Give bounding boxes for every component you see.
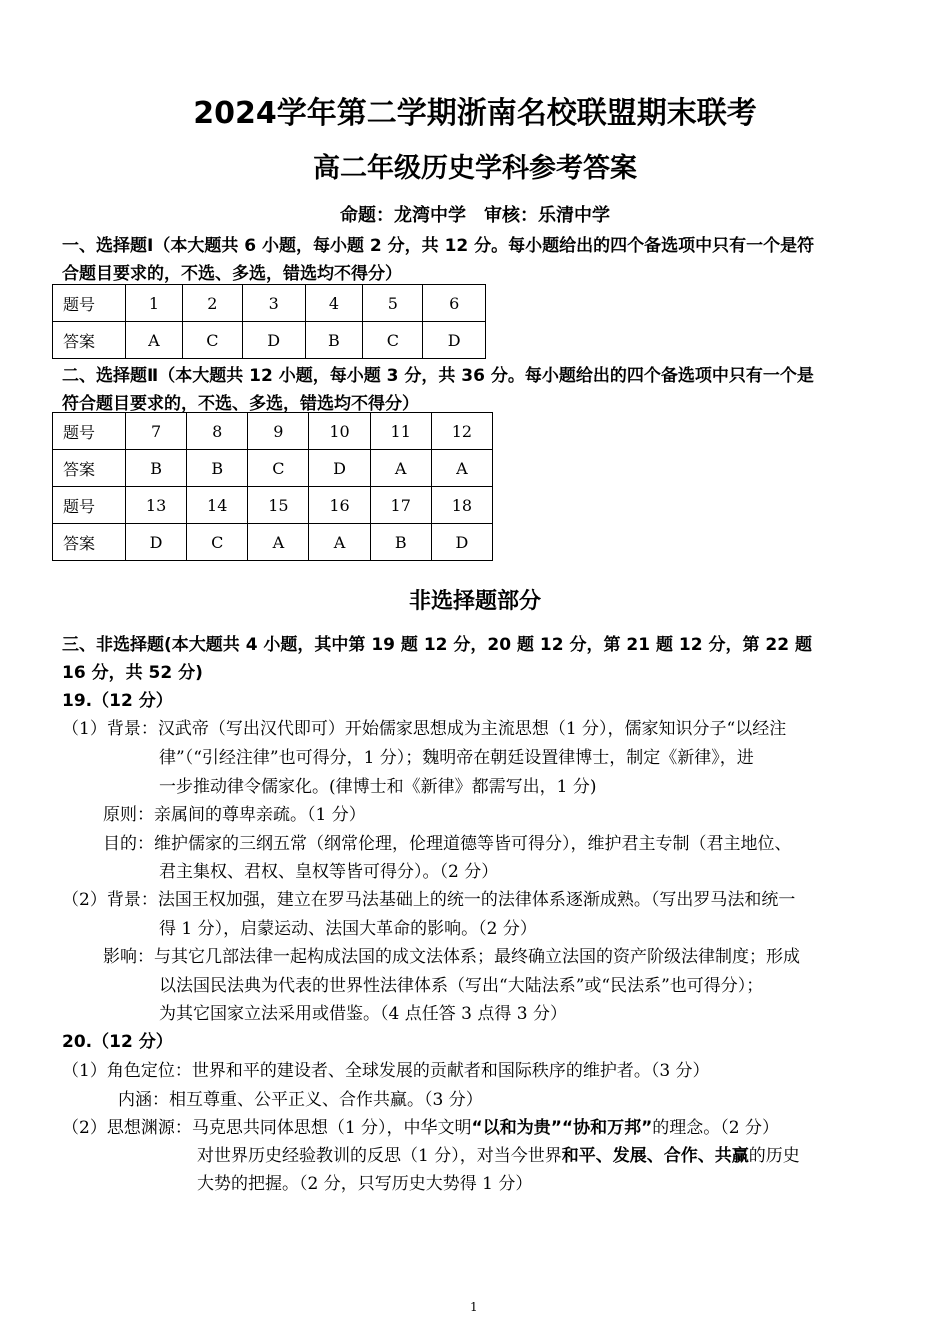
table-row <box>53 487 493 524</box>
text-span: 的历史 <box>748 1146 800 1166</box>
q19-part2-line2: 得 1 分），启蒙运动、法国大革命的影响。（2 分） <box>159 919 537 939</box>
table-cell: A <box>248 524 309 561</box>
table-row <box>53 450 493 487</box>
table-cell: D <box>242 322 305 359</box>
table-cell: A <box>126 322 183 359</box>
table-cell: A <box>309 524 370 561</box>
page-subtitle: 高二年级历史学科参考答案 <box>313 153 637 184</box>
table-cell: D <box>126 524 187 561</box>
emphasis-text: “以和为贵”“协和万邦” <box>471 1118 653 1138</box>
table-row <box>53 413 493 450</box>
row-label: 题号 <box>53 285 126 322</box>
table-cell: D <box>309 450 370 487</box>
table-cell: A <box>431 450 492 487</box>
section2-header-line2: 符合题目要求的，不选、多选，错选均不得分） <box>62 394 419 414</box>
table-cell: 13 <box>126 487 187 524</box>
q19-principle: 原则：亲属间的尊卑亲疏。（1 分） <box>103 805 366 825</box>
row-label: 答案 <box>53 322 126 359</box>
table-cell: 8 <box>187 413 248 450</box>
nonchoice-title: 非选择题部分 <box>408 589 541 614</box>
table-cell: 4 <box>305 285 363 322</box>
table-cell: 11 <box>370 413 431 450</box>
table-cell: 17 <box>370 487 431 524</box>
q20-role: （1）角色定位：世界和平的建设者、全球发展的贡献者和国际秩序的维护者。（3 分） <box>62 1061 710 1081</box>
table-cell: 10 <box>309 413 370 450</box>
q19-purpose-line1: 目的：维护儒家的三纲五常（纲常伦理，伦理道德等皆可得分），维护君主专制（君主地位、 <box>103 834 792 854</box>
table-cell: 12 <box>431 413 492 450</box>
section1-header-line1: 一、选择题Ⅰ（本大题共 6 小题，每小题 2 分，共 12 分。每小题给出的四个备选项中只有一个是符 <box>62 236 815 256</box>
table-cell: 16 <box>309 487 370 524</box>
table-row <box>53 285 486 322</box>
q19-part1-line3: 一步推动律令儒家化。(律博士和《新律》都需写出，1 分) <box>159 777 597 797</box>
table-cell: C <box>187 524 248 561</box>
table-cell: 7 <box>126 413 187 450</box>
table-cell: C <box>182 322 242 359</box>
q20-origin-line1 <box>62 1113 779 1138</box>
table-cell: 5 <box>363 285 423 322</box>
table-cell: D <box>423 322 486 359</box>
emphasis-text: 和平、发展、合作、共赢 <box>561 1146 749 1166</box>
q19-impact-line1: 影响：与其它几部法律一起构成法国的成文法体系；最终确立法国的资产阶级法律制度；形成 <box>103 947 800 967</box>
table-cell: 2 <box>182 285 242 322</box>
section2-header-line1: 二、选择题Ⅱ（本大题共 12 小题，每小题 3 分，共 36 分。每小题给出的四个备选项中只有一个是 <box>62 366 814 386</box>
table-cell: 14 <box>187 487 248 524</box>
table-cell: B <box>187 450 248 487</box>
page-number: 1 <box>470 1300 478 1314</box>
table-cell: B <box>305 322 363 359</box>
table-cell: 3 <box>242 285 305 322</box>
section3-header-line1: 三、非选择题(本大题共 4 小题，其中第 19 题 12 分，20 题 12 分，第 21 题 12 分，第 22 题 <box>62 635 812 655</box>
table-row <box>53 524 493 561</box>
table-cell: D <box>431 524 492 561</box>
q19-part1-line2: 律”（“引经注律”也可得分，1 分）；魏明帝在朝廷设置律博士，制定《新律》，进 <box>159 748 754 768</box>
table-cell: 1 <box>126 285 183 322</box>
text-span: （2）思想渊源：马克思共同体思想（1 分），中华文明 <box>62 1118 472 1138</box>
section1-header-line2: 合题目要求的，不选、多选，错选均不得分） <box>62 264 402 284</box>
section3-header-line2: 16 分，共 52 分) <box>62 663 203 683</box>
table-cell: 6 <box>423 285 486 322</box>
q19-title: 19.（12 分） <box>62 691 173 711</box>
q20-origin-line3: 大势的把握。（2 分，只写历史大势得 1 分） <box>197 1174 533 1194</box>
page-title: 2024学年第二学期浙南名校联盟期末联考 <box>193 96 757 131</box>
table-cell: 9 <box>248 413 309 450</box>
q19-purpose-line2: 君主集权、君权、皇权等皆可得分）。（2 分） <box>159 862 499 882</box>
table-cell: 18 <box>431 487 492 524</box>
table-cell: B <box>126 450 187 487</box>
answer-table-2 <box>52 412 493 561</box>
table-cell: C <box>363 322 423 359</box>
q20-title: 20.（12 分） <box>62 1032 173 1052</box>
q20-origin-line2 <box>197 1141 800 1166</box>
text-span: 的理念。（2 分） <box>652 1118 779 1138</box>
table-cell: C <box>248 450 309 487</box>
text-span: 对世界历史经验教训的反思（1 分），对当今世界 <box>197 1146 562 1166</box>
table-cell: A <box>370 450 431 487</box>
row-label: 答案 <box>53 450 126 487</box>
authors-line: 命题：龙湾中学 审核：乐清中学 <box>340 205 610 226</box>
row-label: 题号 <box>53 487 126 524</box>
answer-table-1 <box>52 284 486 359</box>
q19-impact-line3: 为其它国家立法采用或借鉴。（4 点任答 3 点得 3 分） <box>159 1004 567 1024</box>
table-cell: 15 <box>248 487 309 524</box>
row-label: 答案 <box>53 524 126 561</box>
q20-connotation: 内涵：相互尊重、公平正义、合作共赢。（3 分） <box>118 1090 483 1110</box>
row-label: 题号 <box>53 413 126 450</box>
q19-part2-line1: （2）背景：法国王权加强，建立在罗马法基础上的统一的法律体系逐渐成熟。（写出罗马法和统一 <box>62 890 796 910</box>
table-cell: B <box>370 524 431 561</box>
table-row <box>53 322 486 359</box>
q19-impact-line2: 以法国民法典为代表的世界性法律体系（写出“大陆法系”或“民法系”也可得分）； <box>159 976 764 996</box>
q19-part1-line1: （1）背景：汉武帝（写出汉代即可）开始儒家思想成为主流思想（1 分），儒家知识分子“以经注 <box>62 719 787 739</box>
